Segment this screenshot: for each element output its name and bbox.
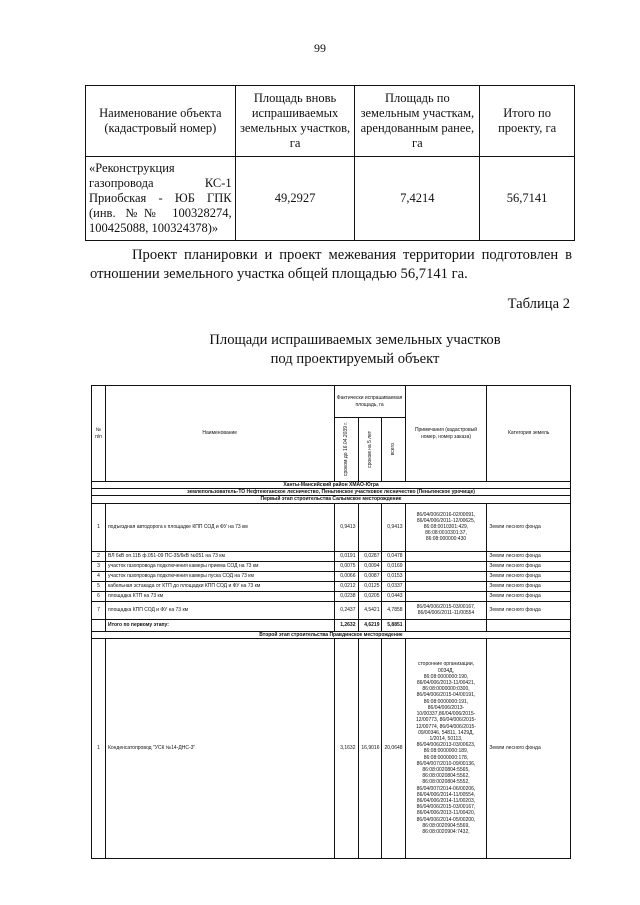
region-row: Ханты-Мансийский район ХМАО-Югра [92,482,571,489]
section-title-line-2: под проектируемый объект [270,351,440,367]
table-row: 7 площадка КПП СОД и ФУ на 73 км 0,2437 4,5421 4,7858 86/04/006/2015-03/00167, 86/04/006/2011-11/00554 Земли лесного фонда [92,601,571,619]
header-total: Итого по проекту, га [480,86,575,157]
header-new-area: Площадь вновь испрашиваемых земельных участков, га [235,86,355,157]
header-total: всего [390,443,397,456]
stage-2-row: Второй этап строительства Правдинское месторождение [92,631,571,638]
header-five-years: сроком на 5 лет [366,431,373,468]
header-area-group: Фактически испрашиваемая площадь, га [334,386,405,418]
header-object-name: Наименование объекта (кадастровый номер) [86,86,236,157]
header-category: Категория земель [487,386,571,482]
stage-1-row: Первый этап строительства Салымское месторождение [92,496,571,503]
header-name: Наименование [105,386,334,482]
header-until-2039: сроком до 16.04.2039 г. [342,422,349,477]
table-row: 6 площадка КТП на 73 км 0,0238 0,0205 0,0443 Земли лесного фонда [92,591,571,601]
header-note: Примечания (кадастровый номер, номер заказа) [405,386,487,482]
table-row: 1 Конденсатопровод "УСК №14-ДНС-3" 3,1632 16,9016 20,0648 сторонние организации, 0034Д, 86:08:0000000:190, 86/04/006/2013-11/00421, 86:08:0000000:0300, 86/04/006/2015-04/00191, 86:08:0000000:191, 86/04/006/2013- 10/00337,86/04/006/2015- 12/00773, 86/04/006/2015- 12/00774, 86/04/006/2015- 09/00346, 54811, 1429Д, 1/2014, 50113, 86/04/006/2013-03/00623, 86:08:0000000:189, 86:08:0000000:178, 86/04/007/2010-09/00136, 86:08:0020804:5565, 86:08:0020804:5562, 86:08:0020804:5552, 86/04/007/2014-06/00206, 86/04/006/2014-11/00554, 86/04/006/2014-11/00203, 86/04/006/2015-03/00167, 86/04/006/2013-11/00420, 86/04/006/2014-05/00200, 86:08:0020904:5569, 86:08:0020904:7432, Земли лесного фонда [92,638,571,858]
table-row: 5 кабельная эстакада от КТП до площадки КПП СОД и ФУ на 73 км 0,0212 0,0125 0,0337 Земли лесного фонда [92,581,571,591]
table-row: 2 ВЛ 6кВ оп.11Б ф.051-09 ПС-35/6кВ №051 на 73 км 0,0191 0,0287 0,0478 Земли лесного фонда [92,551,571,561]
project-paragraph: Проект планировки и проект межевания территории подготовлен в отношении земельного участка общей площадью 56,7141 га. [90,247,572,282]
table-2-label: Таблица 2 [507,296,570,312]
object-name-cell: «Реконструкция газопровода КС-1 Приобская - ЮБ ГПК (инв. №№ 100328274, 100425088, 100324378)» [86,157,236,241]
land-plots-table [91,385,571,859]
area-summary-table [85,85,575,241]
table-row: 4 участок газопровода подключения камеры пуска СОД на 73 км 0,0066 0,0087 0,0153 Земли лесного фонда [92,571,571,581]
leased-area-cell: 7,4214 [355,157,480,241]
table-row: 1 подъездная автодорога к площадке КПП СОД и ФУ на 73 км 0,9413 0,9413 86/04/006/2016-02/00091, 86/04/006/2011-12/00625, 86:08:0010301:429, 86:08:0010301:37, 86:08:000000:430 Земли лесного фонда [92,503,571,551]
total-cell: 56,7141 [480,157,575,241]
page-number: 99 [314,41,326,55]
header-leased-area: Площадь по земельным участкам, арендованным ранее, га [355,86,480,157]
table-row: 3 участок газопровода подключения камеры приема СОД на 73 км 0,0075 0,0094 0,0169 Земли лесного фонда [92,561,571,571]
stage-1-total-row: Итого по первому этапу: 1,2632 4,6219 5,8851 [92,619,571,631]
section-title-line-1: Площади испрашиваемых земельных участков [209,332,501,348]
header-num: № п/п [92,386,106,482]
new-area-cell: 49,2927 [235,157,355,241]
forestry-row: землепользователь-ТО Нефтеюганское лесничество, Пеньтинское участковое лесничество (Пеньтинское урочище) [92,489,571,496]
